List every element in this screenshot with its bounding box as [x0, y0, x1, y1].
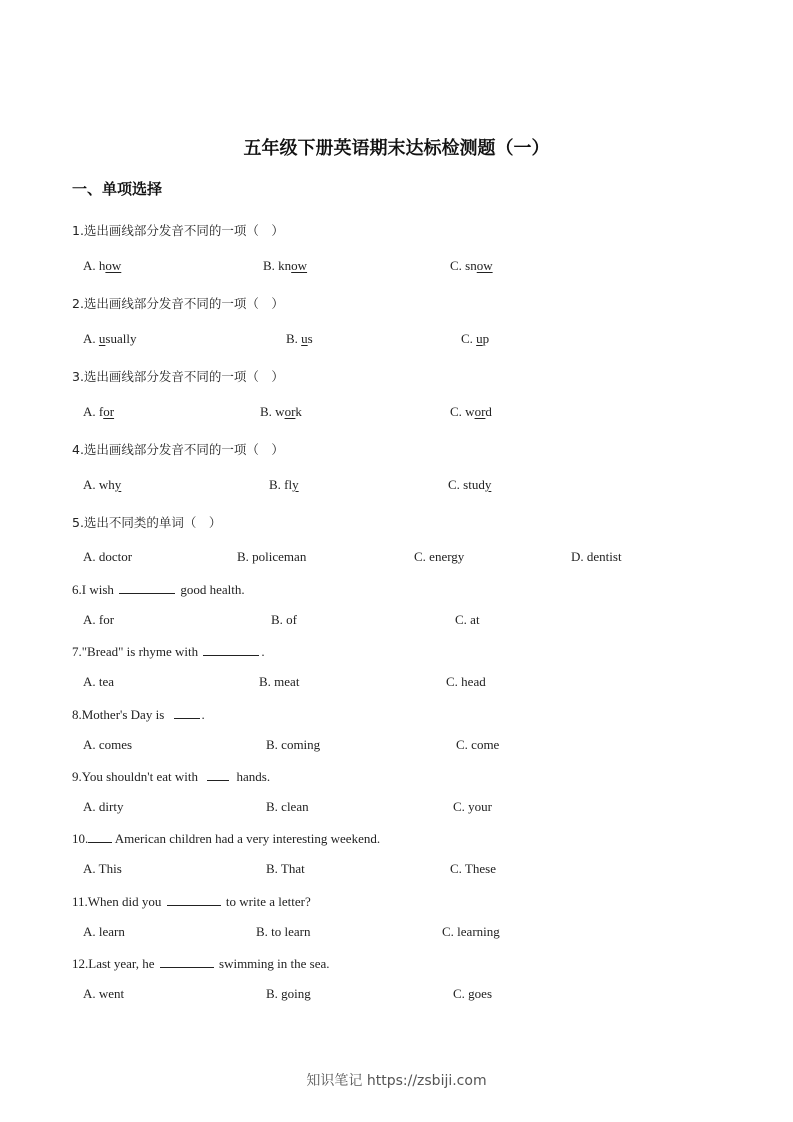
- question-7-option-b: B. meat: [259, 674, 300, 689]
- question-2-option-b: B. us: [286, 331, 313, 346]
- question-10-stem: 10. American children had a very interesting weekend.: [72, 831, 381, 846]
- question-4-option-b: B. fly: [269, 477, 299, 492]
- question-11-stem: 11.When did you to write a letter?: [72, 894, 311, 909]
- question-3-option-c: C. word: [450, 404, 492, 419]
- question-5-stem: 5.选出不同类的单词（ ）: [72, 515, 222, 530]
- question-11-option-a: A. learn: [83, 924, 125, 939]
- answer-blank: [203, 643, 259, 656]
- question-3-option-a: A. for: [83, 404, 115, 419]
- answer-blank: [207, 768, 229, 781]
- question-2-option-c: C. up: [461, 331, 490, 346]
- question-7-option-c: C. head: [446, 674, 486, 689]
- question-1-option-b: B. know: [263, 258, 308, 273]
- question-1-stem: 1.选出画线部分发音不同的一项（ ）: [72, 223, 284, 238]
- footer-watermark: 知识笔记 https://zsbiji.com: [306, 1073, 487, 1089]
- question-5-option-d: D. dentist: [571, 549, 622, 564]
- question-8-option-a: A. comes: [83, 737, 133, 752]
- question-4-option-a: A. why: [83, 477, 122, 492]
- section-heading: 一、单项选择: [72, 180, 163, 198]
- question-10-option-b: B. That: [266, 861, 305, 876]
- question-7-stem: 7."Bread" is rhyme with .: [72, 644, 265, 659]
- question-6-stem: 6.I wish good health.: [72, 582, 245, 597]
- question-8-stem: 8.Mother's Day is .: [72, 707, 205, 722]
- answer-blank: [88, 830, 112, 843]
- question-9-stem: 9.You shouldn't eat with hands.: [72, 769, 271, 784]
- question-6-option-b: B. of: [271, 612, 297, 627]
- question-12-option-c: C. goes: [453, 986, 492, 1001]
- question-10-option-a: A. This: [83, 861, 122, 876]
- question-5-option-b: B. policeman: [237, 549, 307, 564]
- question-1-option-c: C. snow: [450, 258, 493, 273]
- question-6-option-c: C. at: [455, 612, 480, 627]
- question-5-option-a: A. doctor: [83, 549, 133, 564]
- answer-blank: [167, 893, 221, 906]
- question-8-option-b: B. coming: [266, 737, 321, 752]
- question-9-option-b: B. clean: [266, 799, 309, 814]
- question-3-stem: 3.选出画线部分发音不同的一项（ ）: [72, 369, 284, 384]
- question-9-option-a: A. dirty: [83, 799, 124, 814]
- question-9-option-c: C. your: [453, 799, 492, 814]
- page-title: 五年级下册英语期末达标检测题（一）: [243, 138, 550, 159]
- question-11-option-b: B. to learn: [256, 924, 311, 939]
- question-4-option-c: C. study: [448, 477, 492, 492]
- answer-blank: [174, 706, 200, 719]
- question-1-option-a: A. how: [83, 258, 122, 273]
- question-12-stem: 12.Last year, he swimming in the sea.: [72, 956, 330, 971]
- question-3-option-b: B. work: [260, 404, 302, 419]
- question-7-option-a: A. tea: [83, 674, 115, 689]
- question-2-stem: 2.选出画线部分发音不同的一项（ ）: [72, 296, 284, 311]
- question-12-option-a: A. went: [83, 986, 125, 1001]
- question-5-option-c: C. energy: [414, 549, 465, 564]
- question-4-stem: 4.选出画线部分发音不同的一项（ ）: [72, 442, 284, 457]
- question-2-option-a: A. usually: [83, 331, 137, 346]
- answer-blank: [160, 955, 214, 968]
- question-8-option-c: C. come: [456, 737, 500, 752]
- question-10-option-c: C. These: [450, 861, 496, 876]
- question-11-option-c: C. learning: [442, 924, 500, 939]
- answer-blank: [119, 581, 175, 594]
- question-6-option-a: A. for: [83, 612, 115, 627]
- question-12-option-b: B. going: [266, 986, 311, 1001]
